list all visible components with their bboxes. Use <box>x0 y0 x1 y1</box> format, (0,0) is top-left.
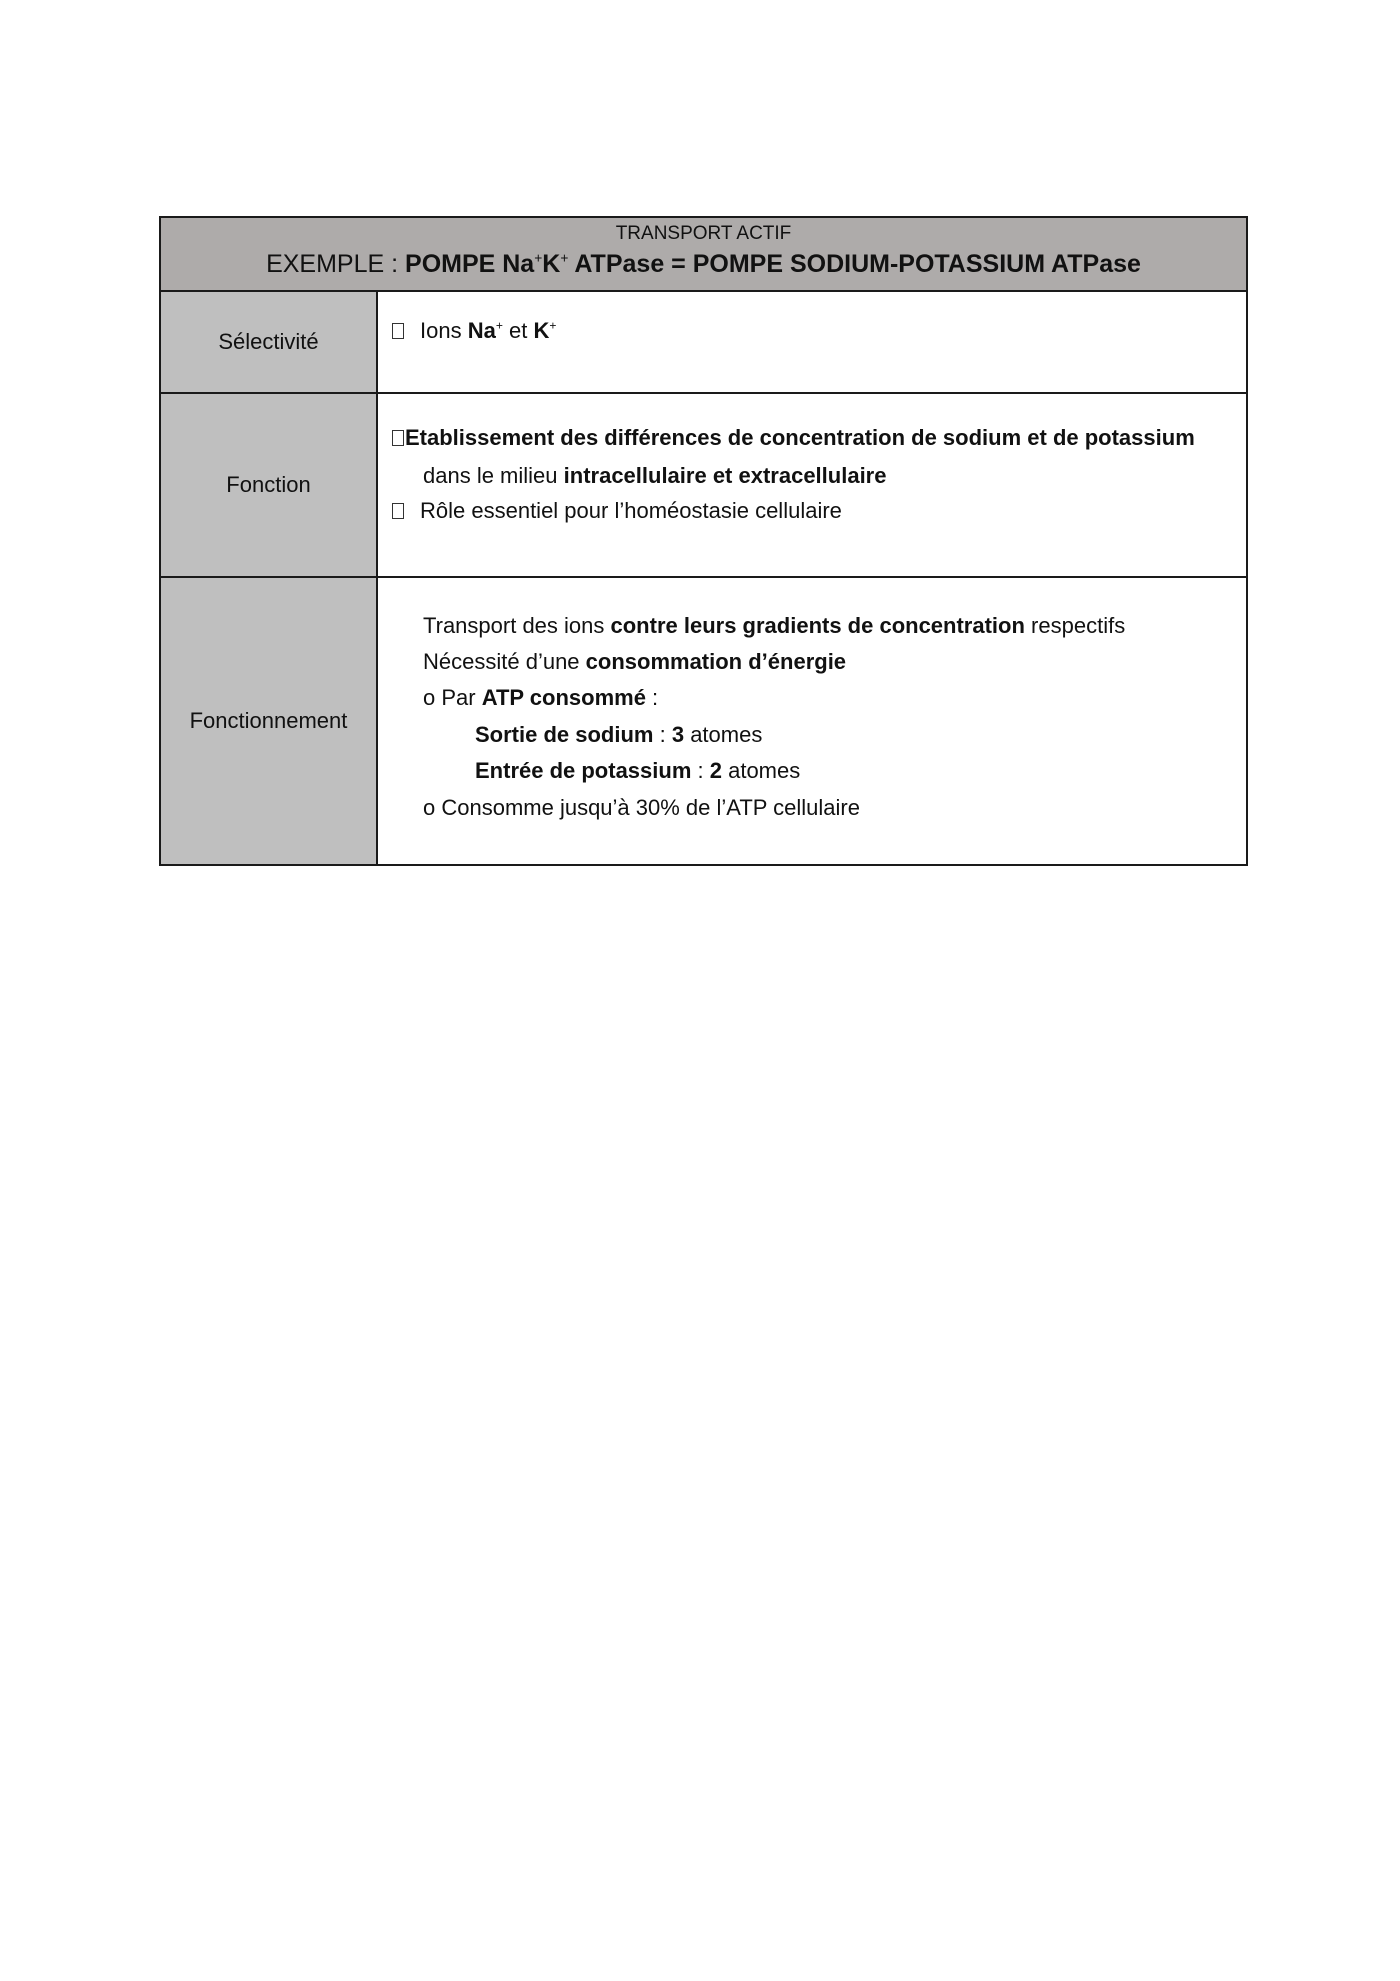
fonctionnement-line-1: Transport des ions contre leurs gradients de concentration respectifs <box>423 613 1126 638</box>
fonctionnement-line-3: o Par ATP consommé : <box>423 685 659 710</box>
row-fonction <box>161 394 1246 578</box>
row-selectivite <box>161 292 1246 394</box>
row-label-fonction: Fonction <box>161 394 378 576</box>
bullet-box-icon <box>392 503 404 519</box>
header-title: EXEMPLE : POMPE Na+K+ ATPase = POMPE SODIUM-POTASSIUM ATPase <box>266 250 1141 278</box>
table-header <box>161 218 1246 292</box>
row-label-fonctionnement: Fonctionnement <box>161 578 378 864</box>
row-label-selectivite: Sélectivité <box>161 292 378 392</box>
fonctionnement-line-6: o Consomme jusqu’à 30% de l’ATP cellulaire <box>423 795 860 820</box>
fonctionnement-line-5: Entrée de potassium : 2 atomes <box>475 758 801 783</box>
bullet-box-icon <box>392 323 404 339</box>
fonction-line-3: Rôle essentiel pour l’homéostasie cellulaire <box>392 497 842 525</box>
selectivite-line: Ions Na+ et K+ <box>392 317 556 345</box>
fonction-line-2: dans le milieu intracellulaire et extracellulaire <box>423 463 887 488</box>
row-content-fonction <box>378 394 1246 576</box>
row-content-fonctionnement <box>378 578 1246 864</box>
row-content-selectivite <box>378 292 1246 392</box>
fonctionnement-line-2: Nécessité d’une consommation d’énergie <box>423 649 847 674</box>
fonctionnement-line-4: Sortie de sodium : 3 atomes <box>475 722 763 747</box>
fonction-line-1: Etablissement des différences de concentration de sodium et de potassium <box>392 424 1195 452</box>
header-kicker: TRANSPORT ACTIF <box>615 223 792 244</box>
row-fonctionnement <box>161 578 1246 864</box>
bullet-box-icon <box>392 430 404 446</box>
transport-actif-table <box>159 216 1248 866</box>
